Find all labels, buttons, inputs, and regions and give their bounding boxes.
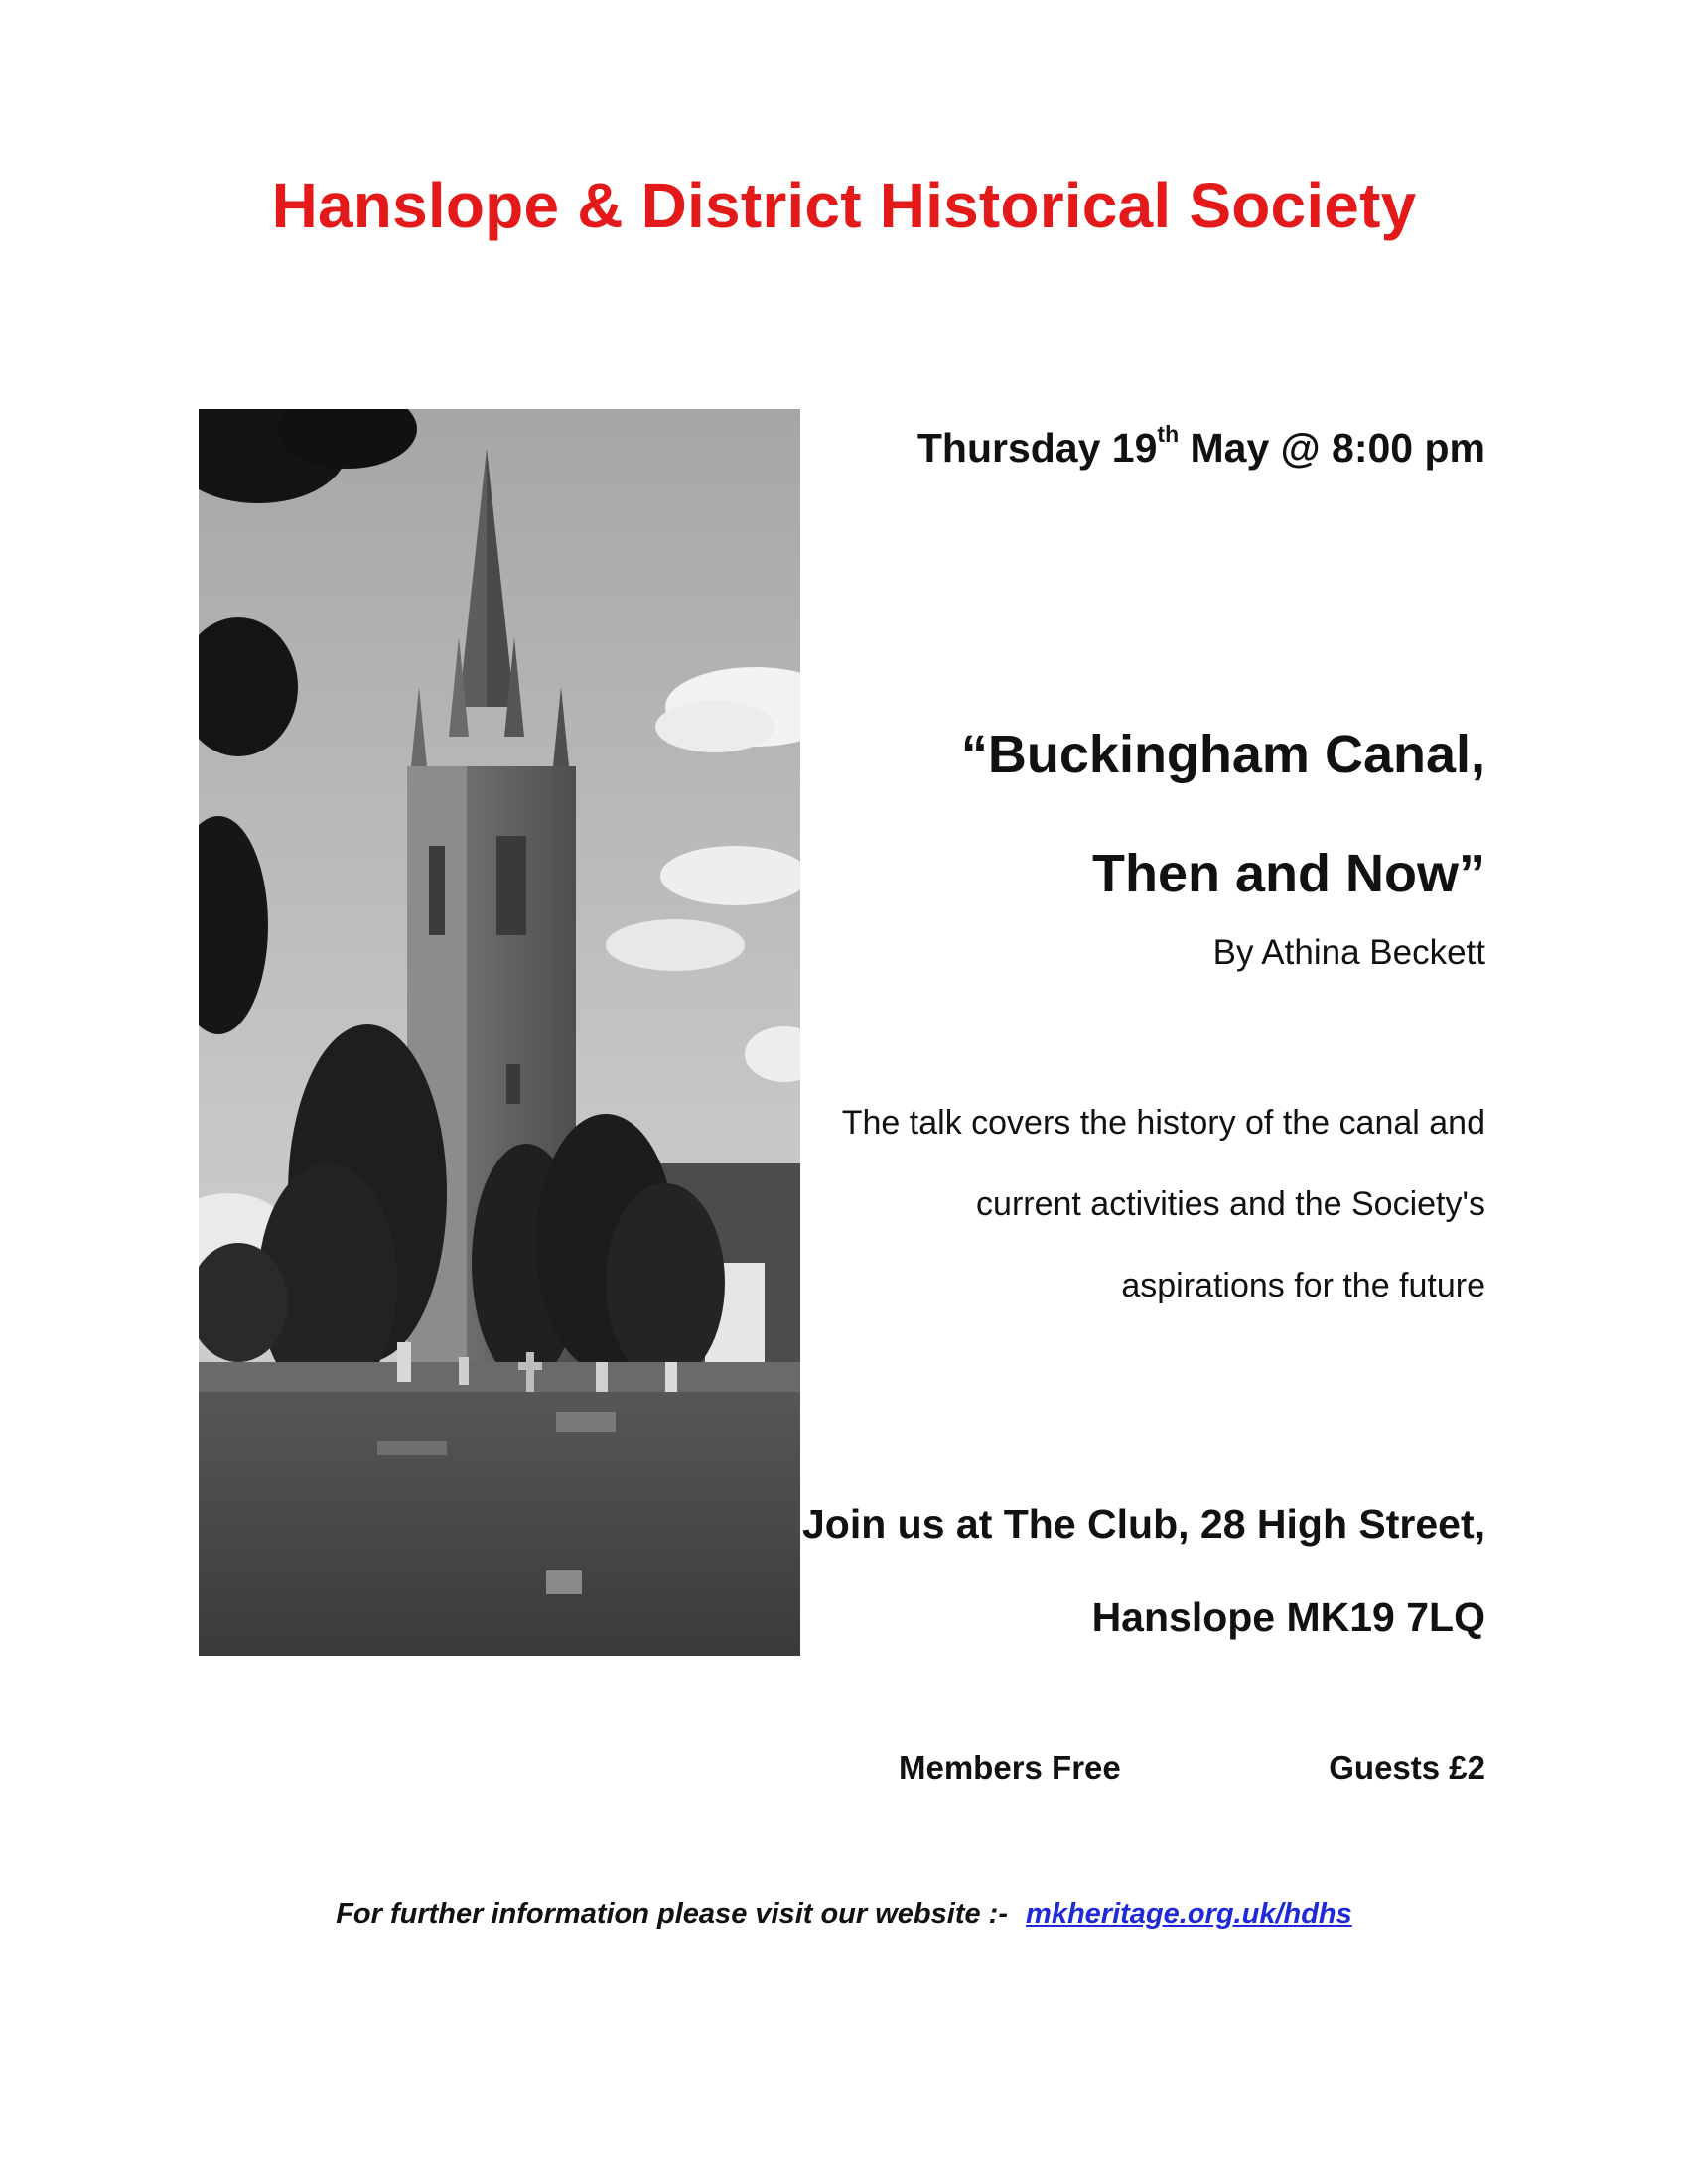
footer-text: For further information please visit our website :-: [336, 1898, 1008, 1930]
description-line: The talk covers the history of the canal and: [841, 1104, 1485, 1142]
event-date-suffix: th: [1157, 421, 1180, 447]
talk-title-line-2: Then and Now”: [1092, 844, 1485, 903]
talk-title-line-1: “Buckingham Canal,: [960, 725, 1485, 784]
description-line: aspirations for the future: [1121, 1267, 1485, 1304]
speaker-name: By Athina Beckett: [1212, 933, 1485, 972]
website-link[interactable]: mkheritage.org.uk/hdhs: [1026, 1898, 1352, 1930]
talk-title: [794, 695, 1485, 933]
members-price: Members Free: [899, 1749, 1121, 1786]
talk-description: [794, 1082, 1485, 1326]
venue-line-2: Hanslope MK19 7LQ: [1091, 1594, 1485, 1640]
guests-price: Guests £2: [1329, 1749, 1485, 1786]
page-title: Hanslope & District Historical Society: [271, 170, 1417, 241]
church-tower-photo: [199, 409, 800, 1656]
event-date-main: Thursday 19: [916, 425, 1158, 471]
footer-info: [0, 1898, 1688, 1931]
event-date: [794, 421, 1485, 472]
venue-line-1: Join us at The Club, 28 High Street,: [802, 1501, 1485, 1547]
description-line: current activities and the Society's: [976, 1185, 1485, 1223]
event-date-rest: May @ 8:00 pm: [1179, 425, 1485, 471]
venue-address: [794, 1477, 1485, 1664]
